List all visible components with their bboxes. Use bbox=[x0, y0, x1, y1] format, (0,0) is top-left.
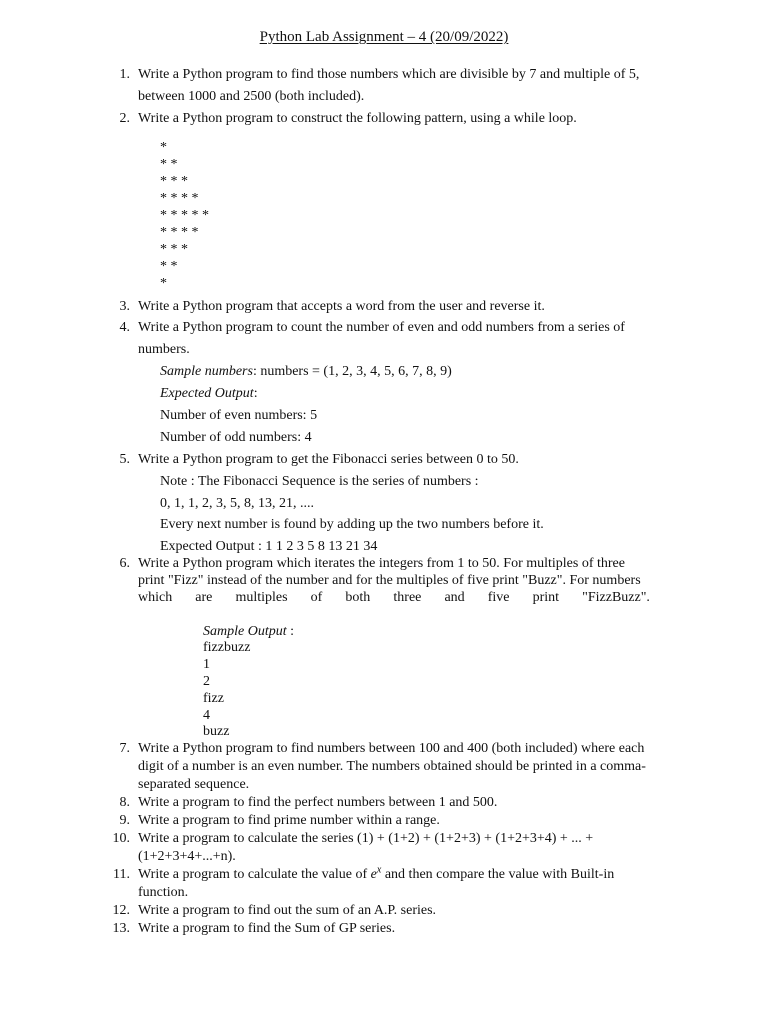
q4-odd-output: Number of odd numbers: 4 bbox=[160, 430, 312, 445]
q4-expected-line bbox=[160, 385, 258, 403]
q6-output-line: 4 bbox=[203, 708, 210, 723]
q4-expected-label: Expected Output bbox=[160, 386, 254, 401]
q8-number: 8. bbox=[119, 795, 130, 810]
q7-text-line1: Write a Python program to find numbers between 100 and 400 (both included) where each bbox=[138, 741, 645, 756]
q4-sample-text: : numbers = (1, 2, 3, 4, 5, 6, 7, 8, 9) bbox=[252, 364, 452, 379]
q2-text-line1: Write a Python program to construct the following pattern, using a while loop. bbox=[138, 111, 577, 126]
q9-text-line1: Write a program to find prime number within a range. bbox=[138, 813, 440, 828]
q6-word: five bbox=[487, 590, 510, 605]
q2-number: 2. bbox=[119, 111, 130, 126]
q6-output-line: fizz bbox=[203, 691, 224, 706]
pattern-row: * * * bbox=[160, 242, 188, 257]
q6-text-line3 bbox=[138, 589, 650, 607]
q10-text-line1: Write a program to calculate the series (1) + (1+2) + (1+2+3) + (1+2+3+4) + ... + bbox=[138, 831, 594, 846]
q6-number: 6. bbox=[119, 556, 130, 571]
q6-text-line1: Write a Python program which iterates the integers from 1 to 50. For multiples of three bbox=[138, 556, 625, 571]
q6-output-line: 2 bbox=[203, 674, 210, 689]
q11-text-line1 bbox=[138, 866, 614, 884]
q3-text-line1: Write a Python program that accepts a word from the user and reverse it. bbox=[138, 299, 545, 314]
q1-text-line2: between 1000 and 2500 (both included). bbox=[138, 89, 365, 104]
pattern-row: * * bbox=[160, 157, 178, 172]
pattern-row: * * * * bbox=[160, 191, 199, 206]
q11-text-post: and then compare the value with Built-in bbox=[381, 867, 615, 882]
q6-output-line: 1 bbox=[203, 657, 210, 672]
pattern-row: * * * * * bbox=[160, 208, 209, 223]
q1-text-line1: Write a Python program to find those numbers which are divisible by 7 and multiple of 5, bbox=[138, 67, 640, 82]
q12-text-line1: Write a program to find out the sum of an A.P. series. bbox=[138, 903, 437, 918]
q6-word: and bbox=[444, 590, 465, 605]
pattern-row: * * * * bbox=[160, 225, 199, 240]
q6-word: multiples bbox=[235, 590, 288, 605]
q7-text-line2: digit of a number is an even number. The numbers obtained should be printed in a comma- bbox=[138, 759, 646, 774]
q6-sample-colon: : bbox=[286, 624, 294, 639]
pattern-row: * bbox=[160, 276, 167, 291]
q6-word: both bbox=[345, 590, 371, 605]
q6-word: are bbox=[195, 590, 213, 605]
q6-word: which bbox=[138, 590, 173, 605]
q5-note: Note : The Fibonacci Sequence is the series of numbers : bbox=[160, 474, 479, 489]
q4-sample-label: Sample numbers bbox=[160, 364, 253, 379]
q7-number: 7. bbox=[119, 741, 130, 756]
q12-number: 12. bbox=[112, 903, 130, 918]
q5-series: 0, 1, 1, 2, 3, 5, 8, 13, 21, .... bbox=[160, 496, 314, 511]
q5-explanation: Every next number is found by adding up the two numbers before it. bbox=[160, 517, 544, 532]
q1-number: 1. bbox=[119, 67, 130, 82]
q6-text-line2: print "Fizz" instead of the number and for the multiples of five print "Buzz". For numbers bbox=[138, 573, 641, 588]
q5-text-line1: Write a Python program to get the Fibonacci series between 0 to 50. bbox=[138, 452, 519, 467]
q8-text-line1: Write a program to find the perfect numbers between 1 and 500. bbox=[138, 795, 498, 810]
q4-expected-colon: : bbox=[253, 386, 258, 401]
q5-expected-output: Expected Output : 1 1 2 3 5 8 13 21 34 bbox=[160, 539, 378, 554]
q9-number: 9. bbox=[119, 813, 130, 828]
q10-text-line2: (1+2+3+4+...+n). bbox=[138, 849, 236, 864]
q4-even-output: Number of even numbers: 5 bbox=[160, 408, 318, 423]
q6-word: "FizzBuzz". bbox=[582, 590, 650, 605]
pattern-row: * bbox=[160, 140, 167, 155]
q10-number: 10. bbox=[112, 831, 130, 846]
page-title: Python Lab Assignment – 4 (20/09/2022) bbox=[259, 29, 509, 45]
q4-sample-line bbox=[160, 363, 452, 381]
q4-number: 4. bbox=[119, 320, 130, 335]
q5-number: 5. bbox=[119, 452, 130, 467]
q6-word: three bbox=[393, 590, 422, 605]
q6-word: of bbox=[310, 590, 323, 605]
q11-number: 11. bbox=[113, 867, 130, 882]
q4-text-line2: numbers. bbox=[138, 342, 190, 357]
q6-sample-label: Sample Output bbox=[203, 624, 287, 639]
q11-math-base: e bbox=[370, 867, 377, 882]
pattern-row: * * * bbox=[160, 174, 188, 189]
q13-number: 13. bbox=[112, 921, 130, 936]
q13-text-line1: Write a program to find the Sum of GP series. bbox=[138, 921, 396, 936]
q7-text-line3: separated sequence. bbox=[138, 777, 250, 792]
q6-output-line: fizzbuzz bbox=[203, 640, 251, 655]
pattern-row: * * bbox=[160, 259, 178, 274]
q11-math-exponent: x bbox=[376, 864, 382, 876]
q4-text-line1: Write a Python program to count the number of even and odd numbers from a series of bbox=[138, 320, 625, 335]
q11-text-pre: Write a program to calculate the value of bbox=[138, 867, 371, 882]
q3-number: 3. bbox=[119, 299, 130, 314]
q11-text-line2: function. bbox=[138, 885, 189, 900]
q6-output-line: buzz bbox=[203, 724, 230, 739]
q6-word: print bbox=[532, 590, 560, 605]
